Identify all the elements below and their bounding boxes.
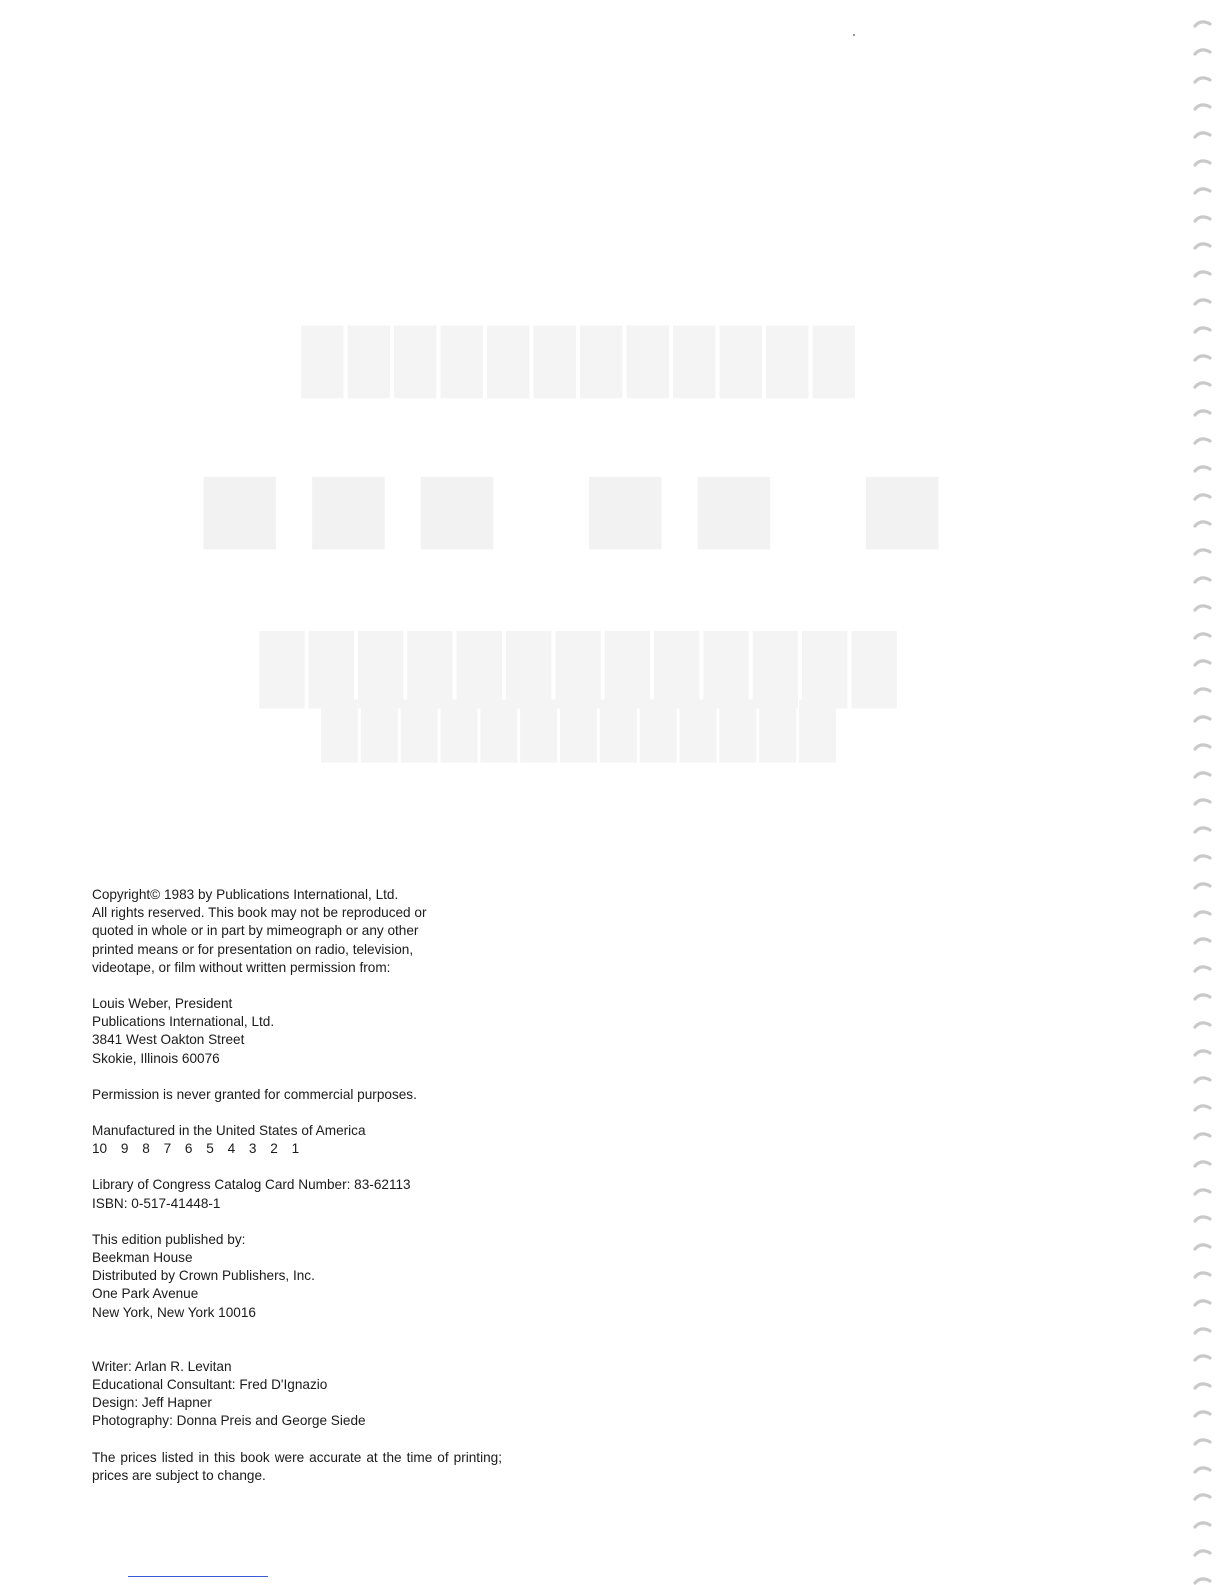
contact-line: Publications International, Ltd. <box>92 1014 275 1030</box>
binding-ring <box>1193 630 1213 640</box>
binding-ring <box>1193 741 1213 751</box>
edition-info <box>92 1231 512 1322</box>
binding-ring <box>1193 296 1213 306</box>
copyright-line: printed means or for presentation on radio, television, <box>92 941 414 957</box>
binding-ring <box>1193 518 1213 528</box>
binding-ring <box>1193 546 1213 556</box>
binding-ring <box>1193 1213 1213 1223</box>
edition-line: Beekman House <box>92 1250 193 1266</box>
binding-ring <box>1193 185 1213 195</box>
binding-ring <box>1193 240 1213 250</box>
binding-ring <box>1193 18 1213 28</box>
binding-ring <box>1193 685 1213 695</box>
binding-ring <box>1193 935 1213 945</box>
binding-ring <box>1193 1019 1213 1029</box>
copyright-notice <box>92 886 512 977</box>
binding-ring <box>1193 1464 1213 1474</box>
edition-line: This edition published by: <box>92 1231 246 1247</box>
binding-ring <box>1193 796 1213 806</box>
copyright-line: Copyright© 1983 by Publications International, Ltd. <box>92 887 399 902</box>
printing-numbers: 10 9 8 7 6 5 4 3 2 1 <box>92 1141 300 1157</box>
show-through-shadow: █████████████ <box>259 631 901 703</box>
binding-ring <box>1193 852 1213 862</box>
contact-line: Skokie, Illinois 60076 <box>92 1050 220 1066</box>
binding-ring <box>1193 1297 1213 1307</box>
bottom-rule <box>128 1576 268 1577</box>
binding-ring <box>1193 824 1213 834</box>
permission-note <box>92 1086 512 1104</box>
manufacture-line: Manufactured in the United States of America <box>92 1123 366 1139</box>
binding-ring <box>1193 1547 1213 1557</box>
credit-line: Educational Consultant: Fred D'Ignazio <box>92 1377 328 1393</box>
binding-ring <box>1193 1241 1213 1251</box>
binding-ring <box>1193 574 1213 584</box>
show-through-shadow: ████████████ <box>300 326 860 393</box>
binding-ring <box>1193 1130 1213 1140</box>
isbn-number: ISBN: 0-517-41448-1 <box>92 1195 221 1211</box>
stray-mark <box>853 34 855 36</box>
binding-ring <box>1193 1047 1213 1057</box>
prices-note: The prices listed in this book were accurate at the time of printing; prices are subject to change. <box>92 1449 502 1483</box>
binding-ring <box>1193 1186 1213 1196</box>
binding-ring <box>1193 491 1213 501</box>
binding-ring <box>1193 1519 1213 1529</box>
binding-ring <box>1193 991 1213 1001</box>
binding-ring <box>1193 1491 1213 1501</box>
binding-ring <box>1193 1074 1213 1084</box>
edition-line: One Park Avenue <box>92 1286 199 1302</box>
binding-ring <box>1193 1380 1213 1390</box>
contact-line: Louis Weber, President <box>92 996 233 1012</box>
binding-ring <box>1193 407 1213 417</box>
credit-line: Writer: Arlan R. Levitan <box>92 1358 232 1374</box>
binding-ring <box>1193 769 1213 779</box>
credits <box>92 1358 512 1431</box>
credit-line: Photography: Donna Preis and George Siede <box>92 1413 366 1429</box>
binding-ring <box>1193 1158 1213 1168</box>
binding-ring <box>1193 1102 1213 1112</box>
manufacture-info <box>92 1122 512 1158</box>
colophon-block <box>92 886 512 1503</box>
show-through-shadow: ■■■ ■■ ■ <box>194 422 966 590</box>
binding-ring <box>1193 1269 1213 1279</box>
binding-ring <box>1193 1325 1213 1335</box>
binding-ring <box>1193 908 1213 918</box>
binding-ring <box>1193 352 1213 362</box>
binding-ring <box>1193 435 1213 445</box>
binding-ring <box>1193 713 1213 723</box>
spiral-binding <box>1185 0 1225 1585</box>
permission-contact <box>92 995 512 1068</box>
copyright-line: quoted in whole or in part by mimeograph or any other <box>92 923 419 939</box>
binding-ring <box>1193 463 1213 473</box>
binding-ring <box>1193 46 1213 56</box>
binding-ring <box>1193 1436 1213 1446</box>
binding-ring <box>1193 129 1213 139</box>
binding-ring <box>1193 657 1213 667</box>
binding-ring <box>1193 157 1213 167</box>
copyright-line: videotape, or film without written permission from: <box>92 959 391 975</box>
edition-line: New York, New York 10016 <box>92 1304 256 1320</box>
binding-ring <box>1193 963 1213 973</box>
edition-line: Distributed by Crown Publishers, Inc. <box>92 1268 315 1284</box>
binding-ring <box>1193 1408 1213 1418</box>
binding-ring <box>1193 1575 1213 1585</box>
binding-ring <box>1193 324 1213 334</box>
binding-ring <box>1193 379 1213 389</box>
binding-ring <box>1193 74 1213 84</box>
copyright-line: All rights reserved. This book may not be reproduced or <box>92 905 427 921</box>
contact-line: 3841 West Oakton Street <box>92 1032 245 1048</box>
credit-line: Design: Jeff Hapner <box>92 1395 212 1411</box>
binding-ring <box>1193 213 1213 223</box>
permission-note-text: Permission is never granted for commercial purposes. <box>92 1086 417 1102</box>
binding-ring <box>1193 268 1213 278</box>
binding-ring <box>1193 880 1213 890</box>
binding-ring <box>1193 1352 1213 1362</box>
catalog-info <box>92 1176 512 1212</box>
binding-ring <box>1193 101 1213 111</box>
lccn-number: Library of Congress Catalog Card Number: 83-62113 <box>92 1177 411 1193</box>
show-through-shadow: █████████████ <box>321 701 839 759</box>
binding-ring <box>1193 602 1213 612</box>
